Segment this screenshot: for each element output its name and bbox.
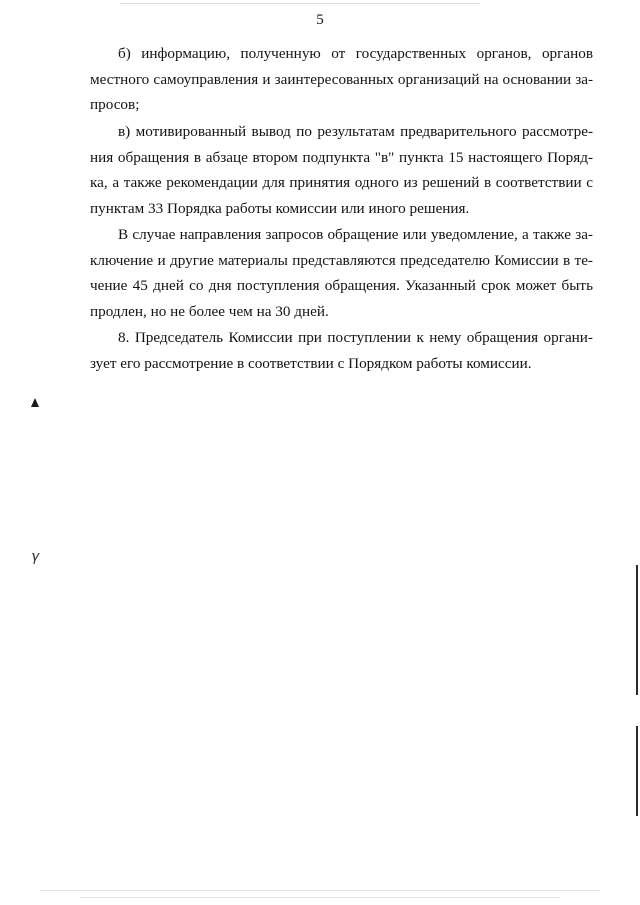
scan-noise	[120, 3, 480, 4]
scan-edge-line	[636, 565, 638, 695]
paragraph-8	[90, 325, 593, 376]
text-line: пунктам 33 Порядка работы комиссии или иного решения.	[90, 200, 470, 218]
text-line: просов;	[90, 96, 140, 114]
page-number: 5	[316, 12, 324, 28]
paragraph-b	[90, 41, 593, 118]
paragraph-v	[90, 119, 593, 222]
text-line: продлен, но не более чем на 30 дней.	[90, 303, 329, 321]
text-line: б) информацию, полученную от государственных органов, органов	[118, 45, 593, 62]
margin-handwritten-mark: 𝛾	[32, 549, 40, 565]
scan-edge-line	[636, 726, 638, 816]
text-line: ка, а также рекомендации для принятия одного из решений в соответствии с	[90, 174, 593, 192]
margin-triangle-mark	[31, 398, 39, 407]
text-line: ния обращения в абзаце втором подпункта "в" пункта 15 настоящего Поряд-	[90, 148, 593, 166]
text-line: 8. Председатель Комиссии при поступлении к нему обращения органи-	[118, 329, 593, 346]
text-line: местного самоуправления и заинтересованных организаций на основании за-	[90, 70, 593, 88]
text-line: зует его рассмотрение в соответствии с Порядком работы комиссии.	[90, 354, 532, 372]
text-line: ключение и другие материалы представляются председателю Комиссии в те-	[90, 251, 593, 269]
scan-noise	[80, 897, 560, 898]
text-line: в) мотивированный вывод по результатам предварительного рассмотре-	[118, 123, 593, 140]
paragraph-requests	[90, 222, 593, 325]
text-line: чение 45 дней со дня поступления обращения. Указанный срок может быть	[90, 277, 593, 295]
text-line: В случае направления запросов обращение или уведомление, а также за-	[118, 226, 593, 243]
scan-noise	[40, 890, 600, 891]
